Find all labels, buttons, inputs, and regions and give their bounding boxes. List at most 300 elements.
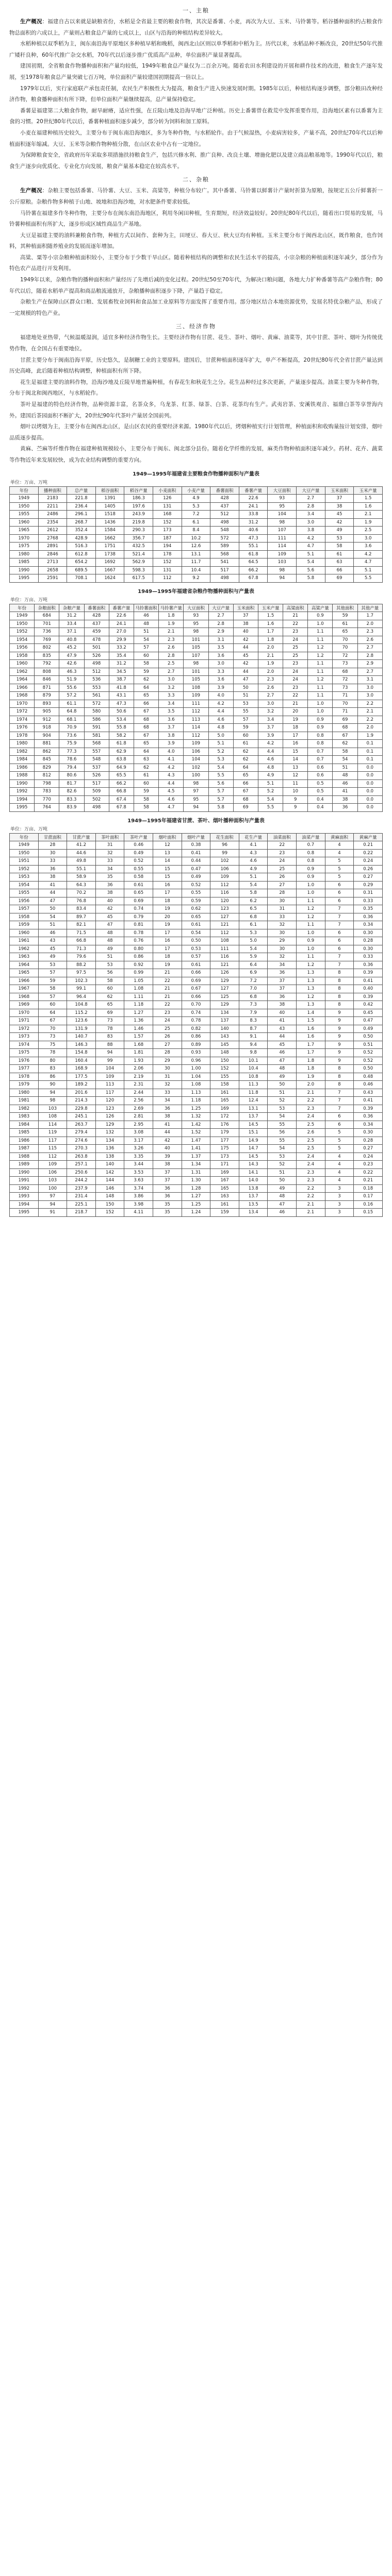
table-cell: 459 — [84, 628, 109, 636]
table-cell: 0.65 — [182, 913, 210, 921]
table-cell: 0.51 — [354, 1041, 383, 1049]
table-cell: 16 — [283, 740, 308, 748]
table-cell: 67 — [333, 732, 357, 740]
table-cell: 1964 — [10, 961, 39, 969]
table-cell: 109 — [38, 1161, 67, 1169]
paragraph-text: ：杂粮主要包括番薯、马铃薯、大豆、玉米、高粱等，种植分布较广。其中番薯、马铃薯以鲜薯计产量时折算为原粮，按规定五公斤鲜薯折一公斤原粮。杂粮作物多种植于山地、坡地和沿海沙地，对水肥条件要求较低。 — [9, 188, 383, 205]
table-cell: 1.8 — [258, 636, 283, 644]
table-cell: 47 — [268, 1200, 297, 1209]
table-cell: 0.86 — [124, 953, 153, 961]
table-cell: 0.30 — [354, 1129, 383, 1137]
table-cell: 35 — [95, 873, 124, 882]
table-cell: 1970 — [10, 1009, 39, 1017]
table-cell: 83 — [38, 1065, 67, 1073]
table-cell: 33 — [95, 857, 124, 866]
table-cell: 3.3 — [208, 668, 233, 676]
table-cell: 2.7 — [208, 612, 233, 620]
column-header: 烟叶面积 — [153, 833, 182, 841]
table-cell: 58.9 — [67, 873, 96, 882]
table-cell: 138 — [95, 1153, 124, 1161]
table-cell: 177.5 — [67, 1073, 96, 1081]
table-cell: 146 — [95, 1184, 124, 1193]
table-cell: 42 — [233, 636, 258, 644]
table-cell: 59 — [233, 724, 258, 732]
table-cell: 31.2 — [59, 612, 84, 620]
table-cell: 9 — [325, 1009, 354, 1017]
table-cell: 0.96 — [182, 1057, 210, 1065]
table-row — [10, 985, 383, 993]
table-cell: 17 — [283, 732, 308, 740]
table-cell: 3.6 — [159, 716, 184, 724]
table-cell: 14.1 — [239, 1168, 268, 1177]
table-cell: 47.3 — [239, 534, 268, 543]
table-cell: 56 — [268, 1129, 297, 1137]
table-cell: 1.7 — [297, 1041, 325, 1049]
table-cell: 171 — [210, 1161, 239, 1169]
table-cell: 3.86 — [124, 1193, 153, 1201]
table-cell: 0.9 — [308, 612, 333, 620]
table-cell: 4.4 — [208, 708, 233, 716]
column-header: 甘蔗产量 — [67, 833, 96, 841]
table-cell: 38 — [333, 795, 357, 804]
table-cell: 4.3 — [159, 772, 184, 780]
table-cell: 0.81 — [124, 921, 153, 929]
table-cell: 1974 — [10, 716, 35, 724]
table-cell: 47 — [38, 897, 67, 905]
table-cell: 67 — [233, 788, 258, 796]
table-cell: 0.45 — [354, 1009, 383, 1017]
table-cell: 835 — [35, 652, 59, 660]
table-cell: 41 — [153, 1121, 182, 1129]
table-cell: 1.5 — [354, 495, 383, 503]
paragraph-text: 福建地处亚热带，气候温暖湿润，适宜多种经济作物生长。主要经济作物有甘蔗、花生、茶叶、烟叶、黄麻、油菜等，其中甘蔗、茶叶、烟叶为传统优势作物，在全国占有重要地位。 — [9, 334, 383, 352]
table-cell: 0.36 — [354, 1113, 383, 1121]
table-cell: 2.7 — [159, 668, 184, 676]
table-cell: 38 — [153, 1113, 182, 1121]
table-cell: 1.93 — [124, 1057, 153, 1065]
table-cell: 173 — [210, 1153, 239, 1161]
table-cell: 142 — [95, 1168, 124, 1177]
table-cell: 1.47 — [182, 1137, 210, 1145]
table-cell: 5.3 — [208, 756, 233, 764]
table-cell: 1967 — [10, 985, 39, 993]
table-row — [10, 1161, 383, 1169]
table-cell: 66.2 — [109, 779, 134, 788]
table-cell: 36 — [153, 1193, 182, 1201]
table-cell: 112 — [38, 1153, 67, 1161]
table-cell: 43.1 — [109, 692, 134, 700]
table-cell: 80.6 — [59, 772, 84, 780]
table-cell: 75.9 — [59, 740, 84, 748]
table-cell: 3.74 — [124, 1184, 153, 1193]
table-row — [10, 708, 383, 716]
table-cell: 0.48 — [354, 1073, 383, 1081]
table-cell: 55.1 — [239, 543, 268, 551]
table-cell: 54 — [268, 1145, 297, 1153]
table-cell: 1.32 — [182, 1113, 210, 1121]
table-cell: 1.7 — [357, 612, 382, 620]
table-cell: 53 — [268, 1105, 297, 1113]
table-cell: 2.6 — [297, 1129, 325, 1137]
table-cell: 3 — [325, 1200, 354, 1209]
table-cell: 1974 — [10, 1041, 39, 1049]
table-cell: 0.78 — [124, 929, 153, 937]
paragraph — [9, 355, 383, 377]
table-row — [10, 1153, 383, 1161]
table-cell: 51 — [134, 628, 158, 636]
table-cell: 126 — [153, 495, 182, 503]
table-cell: 64 — [38, 1009, 67, 1017]
table-cell: 50.6 — [109, 708, 134, 716]
table-cell: 52 — [268, 1097, 297, 1105]
table-cell: 808 — [35, 668, 59, 676]
table-cell: 3.2 — [258, 708, 283, 716]
table-cell: 1992 — [10, 1184, 39, 1193]
table-cell: 67.4 — [109, 795, 134, 804]
table-cell: 14.5 — [239, 1121, 268, 1129]
table-cell: 2.95 — [124, 1121, 153, 1129]
table-cell: 881 — [35, 740, 59, 748]
table-cell: 4.9 — [239, 865, 268, 873]
table-cell: 1986 — [10, 1137, 39, 1145]
table-cell: 0.74 — [124, 905, 153, 913]
table-cell: 1976 — [10, 724, 35, 732]
table-cell: 4.1 — [239, 841, 268, 850]
table-cell: 1.08 — [182, 1081, 210, 1089]
table-cell: 126 — [95, 1113, 124, 1121]
table-cell: 598.3 — [124, 566, 153, 574]
table-cell: 60 — [134, 652, 158, 660]
table-cell: 8.7 — [239, 1025, 268, 1033]
table-cell: 117 — [95, 1089, 124, 1097]
table-cell: 172 — [210, 1113, 239, 1121]
table-cell: 108 — [184, 684, 208, 692]
table-cell: 1.28 — [182, 1184, 210, 1193]
table-cell: 201.6 — [67, 1089, 96, 1097]
table-cell: 0.24 — [354, 857, 383, 866]
table-cell: 62 — [233, 748, 258, 756]
table-cell: 1.6 — [354, 502, 383, 511]
column-header: 大豆产量 — [208, 604, 233, 612]
table-cell: 55 — [268, 1121, 297, 1129]
table-cell: 46 — [333, 779, 357, 788]
table-cell: 97 — [184, 788, 208, 796]
table-cell: 2.0 — [357, 620, 382, 628]
table-cell: 59 — [134, 788, 158, 796]
table-cell: 27 — [268, 881, 297, 889]
table-cell: 129 — [210, 977, 239, 985]
table-cell: 3 — [325, 1209, 354, 1217]
table-cell: 1953 — [10, 873, 39, 882]
table-cell: 32 — [268, 953, 297, 961]
table-cell: 4.6 — [159, 795, 184, 804]
table-cell: 57 — [38, 969, 67, 977]
table-cell: 3.9 — [159, 740, 184, 748]
column-header: 茶叶面积 — [95, 833, 124, 841]
table-cell: 94 — [95, 1049, 124, 1057]
table-cell: 498 — [210, 574, 239, 583]
table-cell: 0.49 — [182, 873, 210, 882]
table-cell: 1972 — [10, 1025, 39, 1033]
table-cell: 76.8 — [67, 897, 96, 905]
table-cell: 119 — [38, 1129, 67, 1137]
paragraph-text: 高粱、粟等小宗杂粮种植面积较小，主要分布于少数干旱山区。随着种植结构的调整和农民生活水平的提高，小宗杂粮的种植面积逐年减少，部分作为特色农产品进行开发利用。 — [9, 254, 383, 272]
table-cell: 61 — [325, 550, 354, 558]
table-cell: 9.1 — [239, 1033, 268, 1041]
table-cell: 0.30 — [354, 929, 383, 937]
table-cell: 58 — [333, 748, 357, 756]
table-cell: 68 — [333, 724, 357, 732]
column-header: 年份 — [10, 486, 39, 495]
table-cell: 1.5 — [258, 612, 283, 620]
table-cell: 31.2 — [109, 660, 134, 668]
table-cell: 68.1 — [59, 716, 84, 724]
column-header: 高粱产量 — [308, 604, 333, 612]
table-cell: 2658 — [38, 566, 67, 574]
table-cell: 263.8 — [67, 1153, 96, 1161]
table-cell: 736 — [35, 628, 59, 636]
table-cell: 161 — [210, 1089, 239, 1097]
table-cell: 0.41 — [182, 849, 210, 857]
table-cell: 5 — [325, 1145, 354, 1153]
table-cell: 62 — [233, 756, 258, 764]
table-cell: 55.6 — [59, 684, 84, 692]
table-cell: 47 — [95, 921, 124, 929]
table-cell: 3.4 — [159, 700, 184, 708]
table-cell: 103 — [38, 1105, 67, 1113]
table-cell: 13.7 — [239, 1193, 268, 1201]
table-cell: 2.5 — [297, 1137, 325, 1145]
table-header — [10, 486, 383, 495]
table-cell: 41.2 — [67, 841, 96, 850]
table-cell: 121 — [210, 921, 239, 929]
table-cell: 10.2 — [182, 534, 210, 543]
table-cell: 1960 — [10, 929, 39, 937]
table-cell: 8 — [325, 993, 354, 1001]
column-header: 番薯产量 — [239, 486, 268, 495]
table-cell: 708.1 — [67, 574, 96, 583]
table-cell: 23 — [283, 660, 308, 668]
table-cell: 764 — [35, 804, 59, 812]
table-cell: 1955 — [10, 511, 39, 519]
table-cell: 29 — [268, 937, 297, 945]
table-cell: 24.1 — [239, 502, 268, 511]
table-cell: 3.5 — [159, 708, 184, 716]
table-cell: 46 — [268, 1049, 297, 1057]
table-row — [10, 1057, 383, 1065]
table-cell: 112 — [184, 732, 208, 740]
table-cell: 19 — [153, 921, 182, 929]
table-row — [10, 748, 383, 756]
table-cell: 1965 — [10, 969, 39, 977]
table-cell: 2.1 — [297, 1209, 325, 1217]
table-cell: 4.7 — [159, 804, 184, 812]
table-cell: 1.0 — [308, 620, 333, 628]
table-cell: 3.63 — [124, 1177, 153, 1185]
table-cell: 4.2 — [159, 764, 184, 772]
table-cell: 0.46 — [124, 841, 153, 850]
table-cell: 4.0 — [159, 748, 184, 756]
table-cell: 3.17 — [124, 1137, 153, 1145]
table-cell: 101 — [184, 668, 208, 676]
table-cell: 3.0 — [159, 676, 184, 684]
table-cell: 60 — [233, 732, 258, 740]
table-cell: 45.2 — [59, 644, 84, 652]
table-cell: 24 — [268, 857, 297, 866]
table-cell: 1.9 — [354, 518, 383, 527]
table-cell: 75 — [38, 1041, 67, 1049]
table-cell: 70 — [38, 1025, 67, 1033]
table-cell: 103 — [268, 558, 297, 567]
table-cell: 4.2 — [297, 534, 325, 543]
table-cell: 0.39 — [354, 1105, 383, 1113]
table-cell: 437 — [84, 620, 109, 628]
table-cell: 0.9 — [297, 937, 325, 945]
table-cell: 0.7 — [308, 748, 333, 756]
table-cell: 7 — [325, 1089, 354, 1097]
table-cell: 1.2 — [308, 652, 333, 660]
table-cell: 21 — [283, 700, 308, 708]
table-cell: 58.2 — [109, 732, 134, 740]
table-cell: 65 — [233, 772, 258, 780]
table-cell: 2.1 — [258, 652, 283, 660]
table-cell: 140 — [210, 1025, 239, 1033]
column-header: 番薯面积 — [210, 486, 239, 495]
table-cell: 2.19 — [124, 1073, 153, 1081]
table-cell: 98 — [268, 518, 297, 527]
table-cell: 13.4 — [239, 1209, 268, 1217]
table-cell: 15 — [153, 865, 182, 873]
table-cell: 4.2 — [354, 550, 383, 558]
table-cell: 113 — [95, 1081, 124, 1089]
table-cell: 24 — [153, 1017, 182, 1025]
table-cell: 144 — [95, 1177, 124, 1185]
table-cell: 1.34 — [182, 1161, 210, 1169]
column-header: 杂粮产量 — [59, 604, 84, 612]
table-cell: 14 — [283, 756, 308, 764]
table-cell: 536 — [84, 676, 109, 684]
table-cell: 194 — [153, 543, 182, 551]
section — [9, 322, 383, 466]
table-cell: 0.23 — [354, 1161, 383, 1169]
table-cell: 1994 — [10, 1200, 39, 1209]
table-cell: 1990 — [10, 566, 39, 574]
table-cell: 1966 — [10, 684, 35, 692]
table-cell: 66.8 — [109, 788, 134, 796]
table-cell: 51.9 — [59, 676, 84, 684]
paragraph — [9, 150, 383, 172]
table-cell: 0.41 — [354, 1097, 383, 1105]
table-body — [10, 495, 383, 583]
paragraph-text: 1949年以来，杂粮作物的播种面积和产量经历了先增后减的变化过程。20世纪50至70年代，为解决口粮问题，各地大力扩种番薯等高产杂粮作物；80年代以后，随着水稻单产提高和商品粮流通放开，杂粮播种面积逐步下降，产量趋于稳定。 — [9, 277, 383, 294]
table-cell: 0.79 — [124, 913, 153, 921]
table-row — [10, 543, 383, 551]
table-cell: 127 — [210, 913, 239, 921]
table-cell: 108 — [210, 937, 239, 945]
table-cell: 1963 — [10, 953, 39, 961]
table-cell: 1662 — [95, 534, 124, 543]
table-cell: 1987 — [10, 1145, 39, 1153]
table-cell: 0.89 — [182, 1041, 210, 1049]
table-cell: 120 — [95, 1097, 124, 1105]
table-cell: 270.3 — [67, 1145, 96, 1153]
table-row — [10, 1089, 383, 1097]
table-cell: 114 — [184, 724, 208, 732]
table-cell: 25 — [283, 644, 308, 652]
table-cell: 3.1 — [357, 676, 382, 684]
paragraph-text: 烟叶以烤烟为主，主要分布在闽西北山区，是山区农民的重要经济来源。1980年代以后，烤烟种植实行计划管理，种植面积和收购量按计划安排，烟叶品质逐步提高。 — [9, 423, 383, 441]
table-row — [10, 1184, 383, 1193]
table-cell: 8 — [325, 969, 354, 977]
table-cell: 71.3 — [67, 945, 96, 953]
table-cell: 32 — [268, 921, 297, 929]
table-cell: 6 — [325, 1113, 354, 1121]
table-cell: 95 — [184, 795, 208, 804]
table-cell: 862 — [35, 748, 59, 756]
table-cell: 127 — [210, 985, 239, 993]
table-cell: 25 — [153, 1025, 182, 1033]
table-cell: 1.1 — [308, 668, 333, 676]
table-row — [10, 620, 383, 628]
table-cell: 158 — [210, 1081, 239, 1089]
table-cell: 168 — [153, 511, 182, 519]
table-header — [10, 833, 383, 841]
table-cell: 1995 — [10, 1209, 39, 1217]
table-cell: 1959 — [10, 921, 39, 929]
table-cell: 0.55 — [124, 865, 153, 873]
table-cell: 3.7 — [258, 724, 283, 732]
table-cell: 131.9 — [67, 1025, 96, 1033]
table-cell: 8 — [325, 1065, 354, 1073]
table-cell: 5 — [325, 865, 354, 873]
table-cell: 1970 — [10, 534, 39, 543]
table-cell: 53.4 — [109, 716, 134, 724]
table-row — [10, 1041, 383, 1049]
table-cell: 0.5 — [308, 788, 333, 796]
table-cell: 94 — [38, 1089, 67, 1097]
table-cell: 109 — [95, 1073, 124, 1081]
table-cell: 99 — [210, 849, 239, 857]
paragraph-text: 水稻种植以双季稻为主，闽东南沿海平原地区多种植早稻和晚稻，闽西北山区则以单季稻和中稻为主。历代以来，水稻品种不断改良，20世纪50年代推广矮秆良种，60年代推广杂交水稻，70年代以后逐步推广优质高产品种，单位面积产量显著提高。 — [9, 41, 383, 58]
table-cell: 0.66 — [182, 969, 210, 977]
table-cell: 1949 — [10, 495, 39, 503]
table-cell: 557 — [84, 748, 109, 756]
table-cell: 35 — [153, 1200, 182, 1209]
table-cell: 3.6 — [354, 543, 383, 551]
table-cell: 80 — [38, 1057, 67, 1065]
table-cell: 44 — [233, 668, 258, 676]
table-cell: 41 — [268, 1017, 297, 1025]
table-cell: 116 — [210, 889, 239, 897]
table-cell: 67 — [38, 1017, 67, 1025]
table-cell: 51 — [38, 921, 67, 929]
table-cell: 152 — [95, 1209, 124, 1217]
table-cell: 101 — [184, 636, 208, 644]
table-cell: 1.8 — [297, 1065, 325, 1073]
table-cell: 1.3 — [297, 977, 325, 985]
table-row — [10, 558, 383, 567]
table-cell: 0.70 — [182, 1001, 210, 1009]
table-cell: 96.4 — [67, 993, 96, 1001]
table-cell: 91 — [38, 1209, 67, 1217]
table-cell: 498 — [84, 804, 109, 812]
table-cell: 1.3 — [297, 985, 325, 993]
table-cell: 125 — [210, 993, 239, 1001]
table-unit-note: 单位：万亩、万吨 — [10, 480, 48, 485]
table-cell: 36 — [268, 993, 297, 1001]
table-row — [10, 1209, 383, 1217]
table-cell: 18 — [153, 897, 182, 905]
